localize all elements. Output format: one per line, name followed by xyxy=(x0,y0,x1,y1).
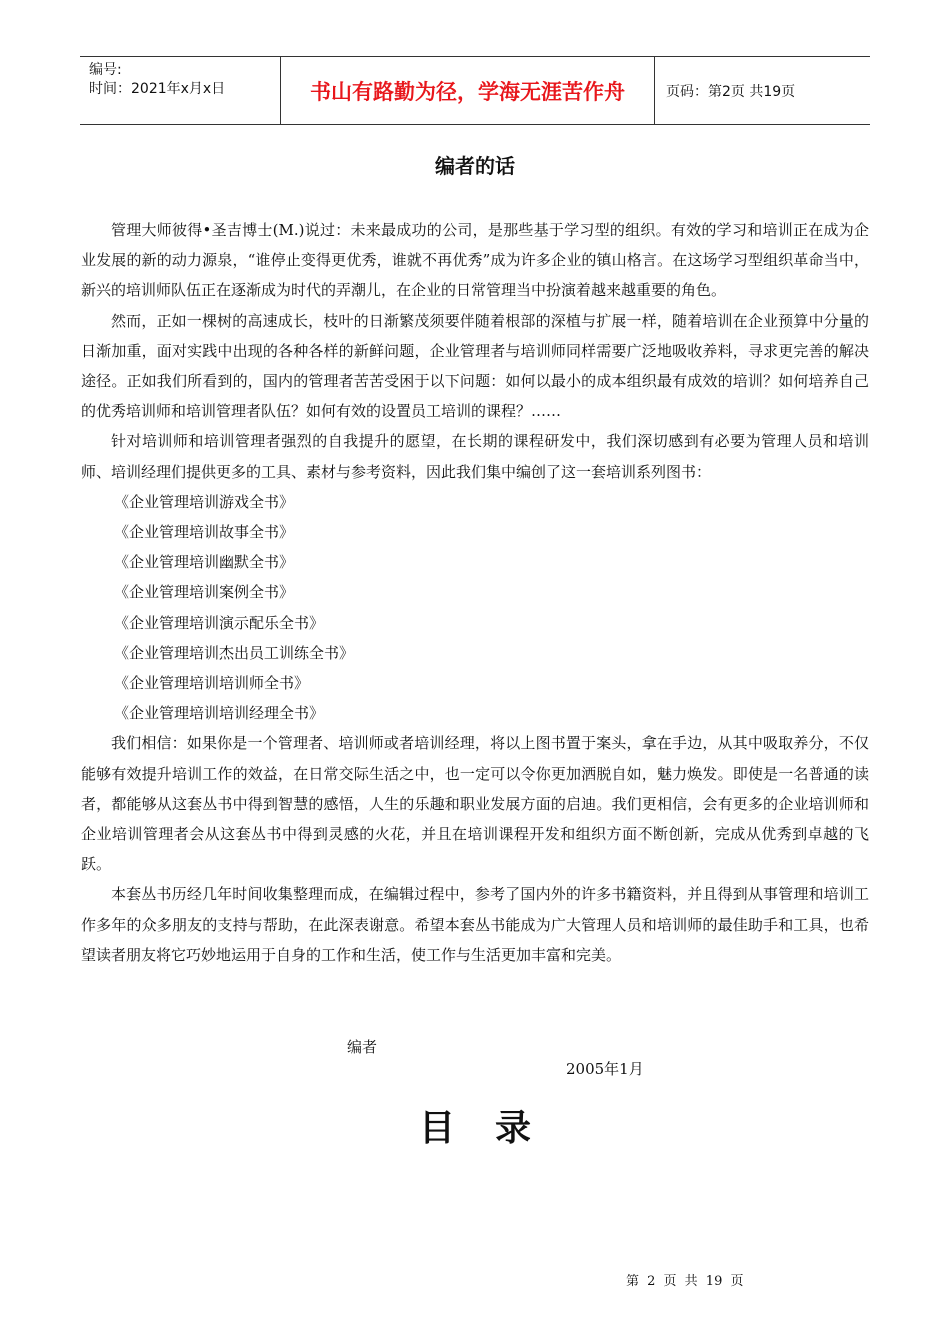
book-title: 《企业管理培训培训师全书》 xyxy=(114,674,310,693)
paragraph: 管理大师彼得•圣吉博士(M.)说过：未来最成功的公司，是那些基于学习型的组织。有效的学习和培训正在成为企业发展的新的动力源泉，“谁停止变得更优秀，谁就不再优秀”成为许多企业的镇山格言。在这场学习型组织革命当中，新兴的培训师队伍正在逐渐成为时代的弄潮儿，在企业的日常管理当中扮演着越来越重要的角色。 xyxy=(81,221,869,300)
header-meta xyxy=(80,57,281,124)
header-page-info: 页码：第2页 共19页 xyxy=(666,83,796,100)
book-title: 《企业管理培训培训经理全书》 xyxy=(114,704,325,723)
book-title: 《企业管理培训游戏全书》 xyxy=(114,492,295,511)
page-footer: 第 2 页 共 19 页 xyxy=(626,1274,744,1289)
paragraph: 我们相信：如果你是一个管理者、培训师或者培训经理，将以上图书置于案头，拿在手边，从其中吸取养分，不仅能够有效提升培训工作的效益，在日常交际生活之中，也一定可以令你更加洒脱自如，魅力焕发。即使是一名普通的读者，都能够从这套丛书中得到智慧的感悟，人生的乐趣和职业发展方面的启迪。我们更相信，会有更多的企业培训师和企业培训管理者会从这套丛书中得到灵感的火花，并且在培训课程开发和组织方面不断创新，完成从优秀到卓越的飞跃。 xyxy=(81,734,869,874)
signature: 编者 xyxy=(347,1038,378,1056)
book-title: 《企业管理培训演示配乐全书》 xyxy=(114,613,325,632)
toc-title: 目录 xyxy=(418,1108,571,1149)
book-title: 《企业管理培训杰出员工训练全书》 xyxy=(114,643,355,662)
date: 2005年1月 xyxy=(566,1060,644,1078)
time-label: 时间：2021年x月x日 xyxy=(89,81,226,97)
number-label: 编号: xyxy=(89,62,122,78)
book-title: 《企业管理培训故事全书》 xyxy=(114,523,295,542)
header-motto: 书山有路勤为径，学海无涯苦作舟 xyxy=(281,57,655,124)
page-header xyxy=(80,56,870,125)
document-body xyxy=(81,215,869,970)
book-title: 《企业管理培训幽默全书》 xyxy=(114,553,295,572)
paragraph: 然而，正如一棵树的高速成长，枝叶的日渐繁茂须要伴随着根部的深植与扩展一样，随着培训在企业预算中分量的日渐加重，面对实践中出现的各种各样的新鲜问题，企业管理者与培训师同样需要广泛地吸收养料，寻求更完善的解决途径。正如我们所看到的，国内的管理者苦苦受困于以下问题：如何以最小的成本组织最有成效的培训？如何培养自己的优秀培训师和培训管理者队伍？如何有效的设置员工培训的课程？…… xyxy=(81,311,869,421)
paragraph: 针对培训师和培训管理者强烈的自我提升的愿望，在长期的课程研发中，我们深切感到有必要为管理人员和培训师、培训经理们提供更多的工具、素材与参考资料，因此我们集中编创了这一套培训系列图书： xyxy=(81,432,869,481)
book-title: 《企业管理培训案例全书》 xyxy=(114,583,295,602)
paragraph: 本套丛书历经几年时间收集整理而成，在编辑过程中，参考了国内外的许多书籍资料，并且得到从事管理和培训工作多年的众多朋友的支持与帮助，在此深表谢意。希望本套丛书能成为广大管理人员和培训师的最佳助手和工具，也希望读者朋友将它巧妙地运用于自身的工作和生活，使工作与生活更加丰富和完美。 xyxy=(81,885,869,964)
page-title: 编者的话 xyxy=(435,154,515,178)
